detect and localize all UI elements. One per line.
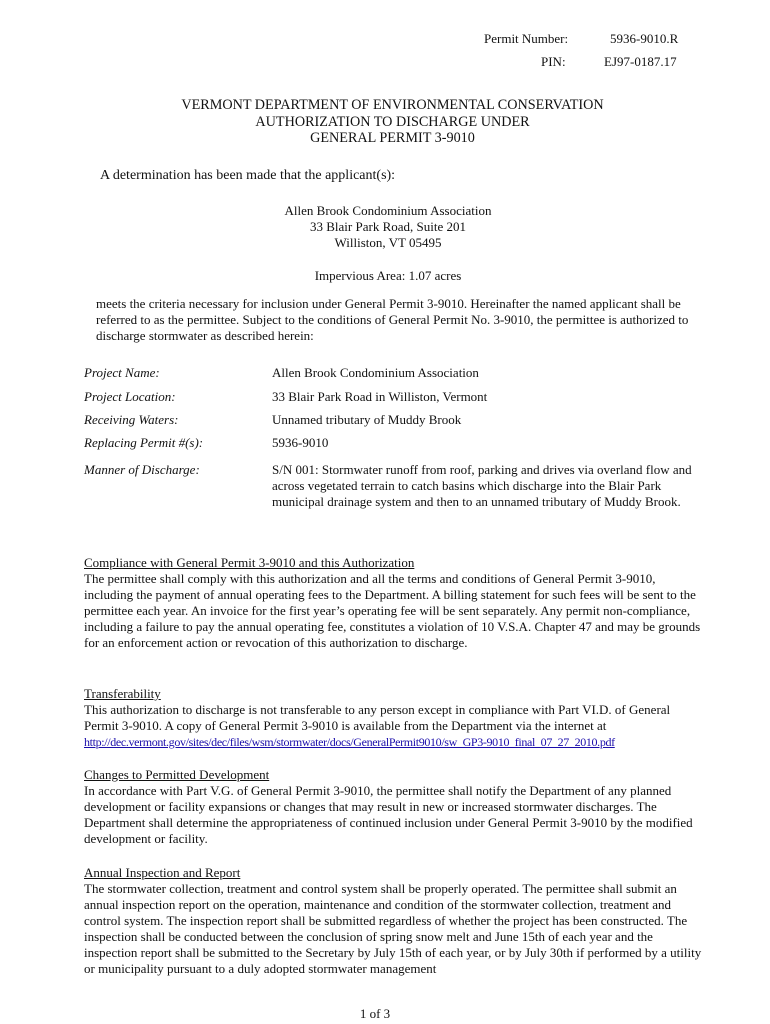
compliance-text: The permittee shall comply with this authorization and all the terms and conditions of General Permit 3-9010, including the payment of annual operating fees to the Department. A billing statement for such fees will be sent to the permittee each year. An invoice for the first year’s operating fee will be sent separately. Any permit non-compliance, including a failure to pay the annual operating fee, constitutes a violation of 10 V.S.A. Chapter 47 and may be grounds for an enforcement action or revocation of this authorization to discharge. — [84, 571, 701, 650]
changes-section — [84, 767, 704, 847]
document-title — [60, 97, 725, 147]
project-location-value: 33 Blair Park Road in Williston, Vermont — [272, 389, 488, 404]
replacing-permit-value: 5936-9010 — [272, 435, 329, 450]
impervious-area: Impervious Area: 1.07 acres — [314, 268, 462, 283]
title-line-2: AUTHORIZATION TO DISCHARGE UNDER — [255, 113, 530, 130]
annual-inspection-heading: Annual Inspection and Report — [84, 865, 241, 880]
compliance-heading: Compliance with General Permit 3-9010 and this Authorization — [84, 555, 415, 570]
receiving-waters-label: Receiving Waters: — [84, 412, 179, 427]
pin-value: EJ97-0187.17 — [604, 54, 677, 69]
compliance-section — [84, 555, 704, 651]
transferability-heading: Transferability — [84, 686, 161, 701]
transferability-section — [84, 686, 704, 750]
page-number: 1 of 3 — [359, 1006, 391, 1021]
criteria-paragraph: meets the criteria necessary for inclusion under General Permit 3-9010. Hereinafter the named applicant shall be referred to as the permittee. Subject to the conditions of General Permit No. 3-9010, the permittee is authorized to discharge stormwater as described herein: — [96, 296, 689, 343]
title-line-3: GENERAL PERMIT 3-9010 — [310, 130, 475, 146]
determination-text: A determination has been made that the applicant(s): — [100, 168, 396, 183]
permit-number-label: Permit Number: — [484, 31, 569, 46]
pin-label: PIN: — [541, 54, 566, 69]
changes-text: In accordance with Part V.G. of General Permit 3-9010, the permittee shall notify the Department of any planned development or facility expansions or changes that may result in new or increased stormwater discharges. The Department shall determine the appropriateness of continued inclusion under General Permit 3-9010 by the modified development or facility. — [84, 783, 693, 846]
project-name-value: Allen Brook Condominium Association — [272, 365, 479, 380]
applicant-name: Allen Brook Condominium Association — [284, 203, 492, 218]
receiving-waters-value: Unnamed tributary of Muddy Brook — [272, 412, 462, 427]
annual-inspection-section — [84, 865, 704, 977]
permit-number-value: 5936-9010.R — [610, 31, 679, 46]
transferability-text: This authorization to discharge is not transferable to any person except in compliance with Part VI.D. of General Permit 3-9010. A copy of General Permit 3-9010 is available from the Department via the internet at — [84, 702, 671, 733]
project-name-label: Project Name: — [84, 365, 160, 380]
applicant-block — [170, 203, 606, 284]
title-line-1: VERMONT DEPARTMENT OF ENVIRONMENTAL CONSERVATION — [181, 97, 604, 113]
replacing-permit-label: Replacing Permit #(s): — [84, 435, 204, 450]
applicant-address-2: Williston, VT 05495 — [334, 235, 442, 250]
manner-of-discharge-value: S/N 001: Stormwater runoff from roof, parking and drives via overland flow and across vegetated terrain to catch basins which discharge into the Blair Park municipal drainage system and then to an unnamed tributary of Muddy Brook. — [272, 462, 692, 509]
changes-heading: Changes to Permitted Development — [84, 767, 270, 782]
project-location-label: Project Location: — [84, 389, 176, 404]
general-permit-link[interactable]: http://dec.vermont.gov/sites/dec/files/wsm/stormwater/docs/GeneralPermit9010/sw_GP3-9010_final_07_27_2010.pdf — [84, 735, 615, 749]
applicant-address-1: 33 Blair Park Road, Suite 201 — [310, 219, 466, 234]
manner-of-discharge-label: Manner of Discharge: — [84, 462, 200, 477]
annual-inspection-text: The stormwater collection, treatment and control system shall be properly operated. The permittee shall submit an annual inspection report on the operation, maintenance and condition of the stormwater collection, treatment and control system. The inspection report shall be submitted regardless of whether the project has been constructed. The inspection shall be conducted between the conclusion of spring snow melt and June 15th of each year and the inspection report shall be submitted to the Secretary by July 15th of each year, or by July 30th if performed by a utility or municipality pursuant to a duly adopted stormwater management — [84, 881, 702, 976]
